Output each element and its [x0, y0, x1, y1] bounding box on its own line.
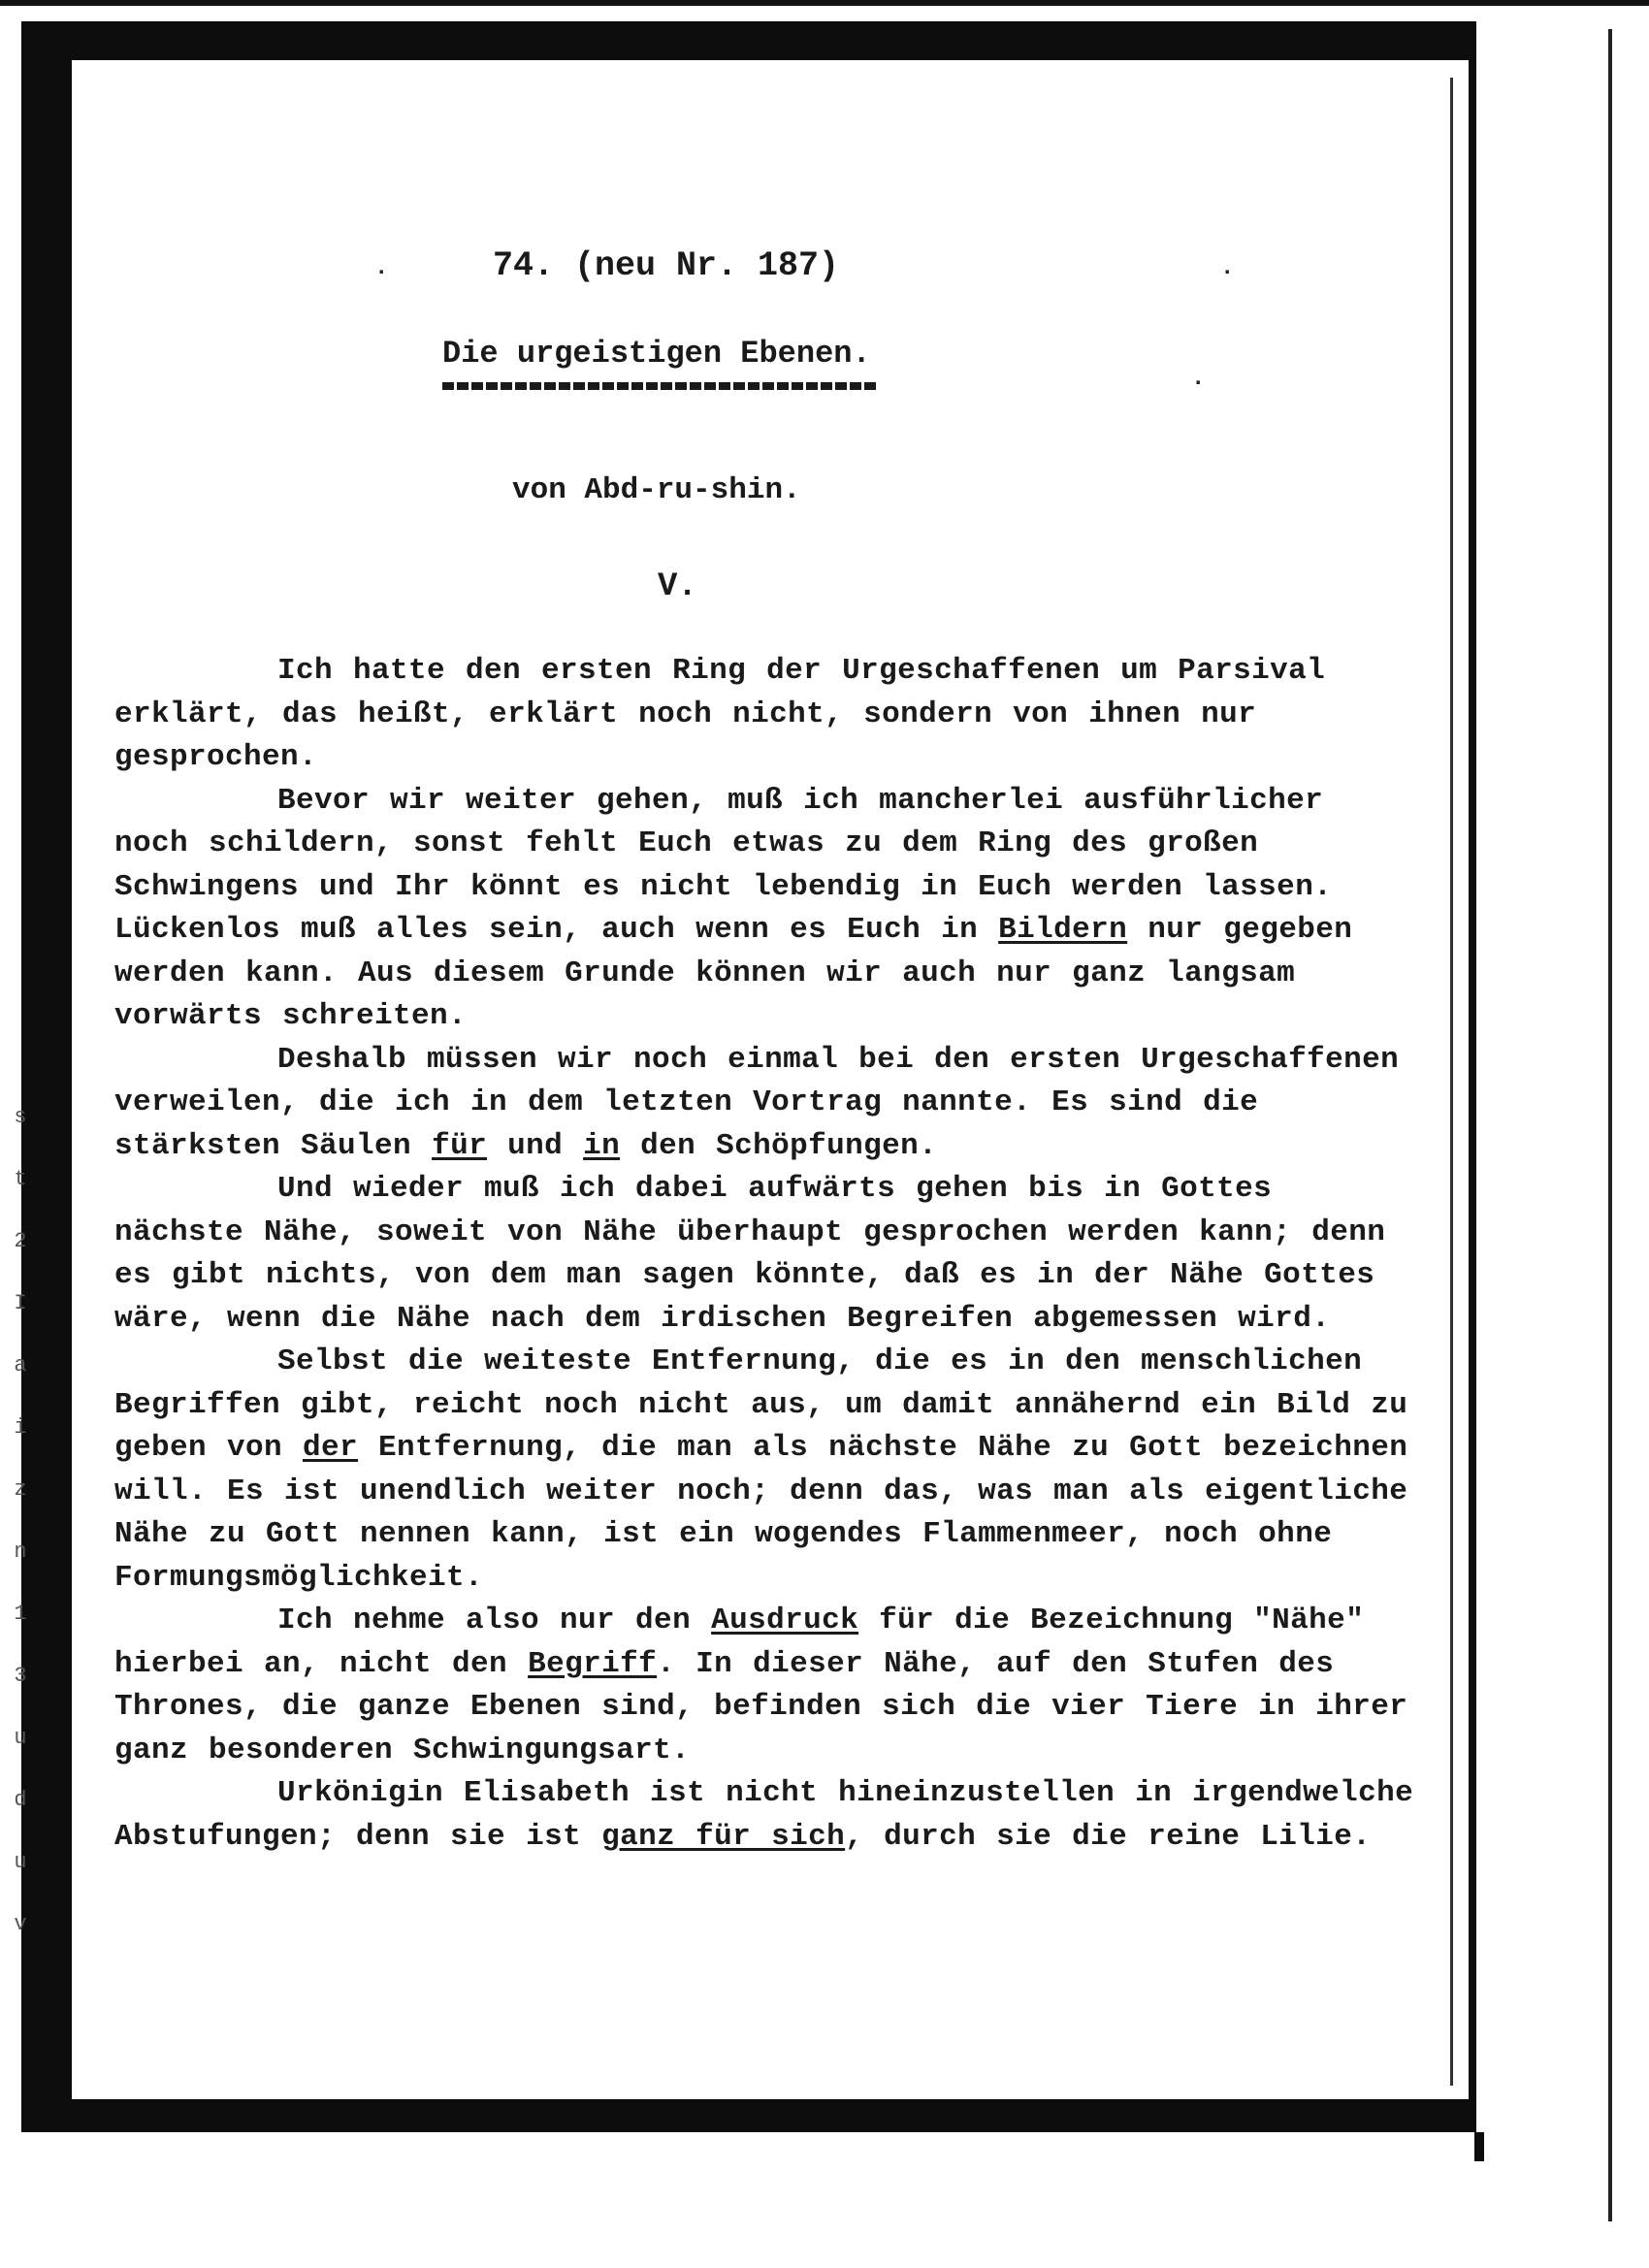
- margin-mark: v: [14, 1912, 27, 1936]
- margin-mark: t: [14, 1167, 27, 1191]
- document-title: Die urgeistigen Ebenen.: [442, 336, 871, 372]
- underlined-emphasis: der: [303, 1431, 359, 1465]
- paragraph-text: und: [487, 1128, 584, 1163]
- margin-mark: I: [14, 1291, 27, 1315]
- paragraph-text: Entfernung, die man als nächste Nähe zu Gott bezeichnen will. Es ist unendlich weiter noch; denn das, was man als eigentliche Nähe zu Gott nennen kann, ist ein wogendes Flammenmeer, noch ohne Formungsmöglichkeit.: [114, 1431, 1408, 1595]
- underlined-emphasis: Begriff: [528, 1646, 658, 1681]
- underlined-emphasis: ganz für sich: [601, 1819, 846, 1854]
- margin-mark: 3: [14, 1664, 27, 1688]
- paragraph: [114, 650, 1414, 780]
- scan-speck: ·: [1191, 371, 1206, 397]
- paragraph-text: Und wieder muß ich dabei aufwärts gehen bis in Gottes nächste Nähe, soweit von Nähe überhaupt gesprochen werden kann; denn es gibt nichts, von dem man sagen könnte, daß es in der Nähe Gottes wäre, wenn die Nähe nach dem irdischen Begreifen abgemessen wird.: [114, 1172, 1386, 1336]
- title-double-underline: [442, 382, 877, 390]
- paragraph: [114, 1772, 1414, 1859]
- margin-mark: i: [14, 1415, 27, 1440]
- paragraph-text: Selbst die weiteste Entfernung, die es in den menschlichen Begriffen gibt, reicht noch nicht aus, um damit annähernd ein Bild zu geben von: [114, 1345, 1408, 1465]
- paragraph-text: nur gegeben werden kann. Aus diesem Grunde können wir auch nur ganz langsam vorwärts schreiten.: [114, 913, 1353, 1033]
- paragraph-text: den Schöpfungen.: [620, 1128, 938, 1163]
- paragraph-text: . In dieser Nähe, auf den Stufen des Thrones, die ganze Ebenen sind, befinden sich die vier Tiere in ihrer ganz besonderen Schwingungsart.: [114, 1646, 1408, 1767]
- paragraph: [114, 1168, 1414, 1341]
- scan-bottom-artifact: [1474, 2132, 1484, 2161]
- paragraph: [114, 780, 1414, 1039]
- underlined-emphasis: Bildern: [998, 913, 1128, 947]
- underlined-emphasis: Ausdruck: [711, 1604, 859, 1637]
- paragraph-text: Urkönigin Elisabeth ist nicht hineinzustellen in irgendwelche Abstufungen; denn sie ist: [114, 1776, 1414, 1854]
- margin-mark: z: [14, 1477, 27, 1502]
- margin-mark: u: [14, 1726, 27, 1750]
- document-number: 74. (neu Nr. 187): [493, 246, 840, 285]
- paragraph-text: Ich hatte den ersten Ring der Urgeschaffenen um Parsival erklärt, das heißt, erklärt noch nicht, sondern von ihnen nur gesprochen.: [114, 654, 1326, 774]
- paragraph-text: Bevor wir weiter gehen, muß ich mancherlei ausführlicher noch schildern, sonst fehlt Euch etwas zu dem Ring des großen Schwingens und Ihr könnt es nicht lebendig in Euch werden lassen. Lückenlos muß alles sein, auch wenn es Euch in: [114, 783, 1333, 947]
- paragraph-text: Deshalb müssen wir noch einmal bei den ersten Urgeschaffenen verweilen, die ich in dem letzten Vortrag nannte. Es sind die stärksten Säulen: [114, 1042, 1400, 1163]
- scan-right-edge: [1608, 29, 1612, 2221]
- margin-mark: u: [14, 1850, 27, 1874]
- margin-mark: 1: [14, 1602, 27, 1626]
- document-author: von Abd-ru-shin.: [512, 473, 801, 507]
- scan-speck: ·: [1220, 260, 1235, 286]
- page-right-edge: [1450, 78, 1453, 2086]
- scan-top-edge: [0, 0, 1649, 6]
- margin-mark: a: [14, 1353, 27, 1377]
- left-margin-marks: [4, 1086, 37, 1956]
- paragraph: [114, 1600, 1414, 1772]
- paragraph-text: für die Bezeichnung "Nähe" hierbei an, nicht den: [114, 1604, 1365, 1681]
- body-text: [114, 650, 1414, 1859]
- paragraph-text: Ich nehme also nur den: [277, 1604, 712, 1637]
- paragraph: [114, 1341, 1414, 1600]
- section-number: V.: [658, 568, 697, 605]
- margin-mark: 2: [14, 1229, 27, 1253]
- paragraph: [114, 1039, 1414, 1169]
- underlined-emphasis: in: [583, 1128, 621, 1163]
- margin-mark: n: [14, 1539, 27, 1564]
- margin-mark: d: [14, 1788, 27, 1812]
- underlined-emphasis: für: [432, 1128, 488, 1163]
- margin-mark: s: [14, 1105, 27, 1129]
- paragraph-text: , durch sie die reine Lilie.: [845, 1819, 1372, 1854]
- scan-speck: ·: [374, 260, 389, 286]
